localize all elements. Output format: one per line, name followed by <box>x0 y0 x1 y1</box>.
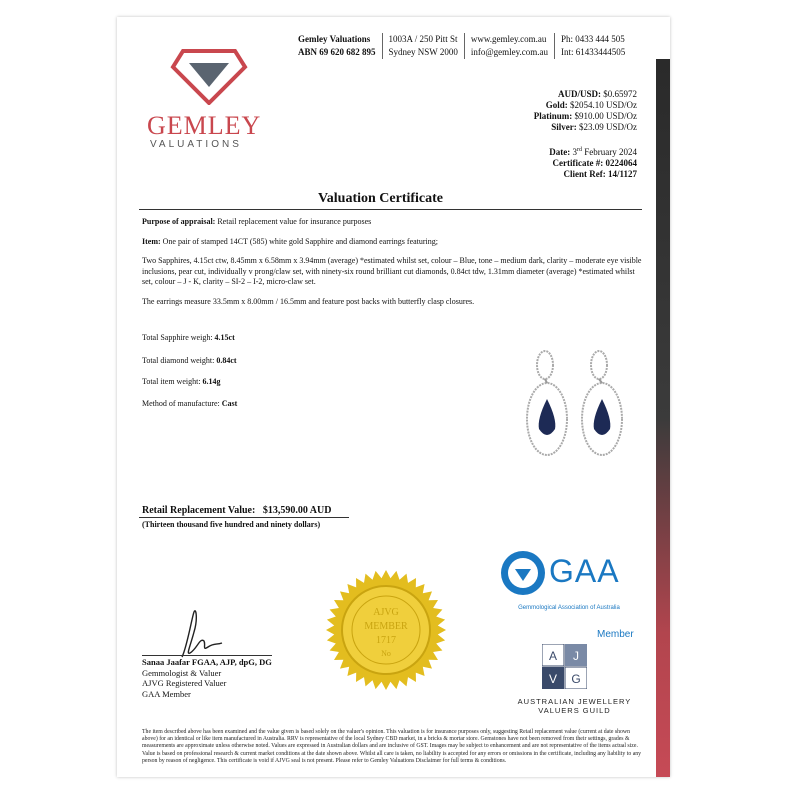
gemley-logo <box>147 45 267 150</box>
ajvg-gold-seal <box>325 569 447 691</box>
spec-manufacture: Method of manufacture: Cast <box>142 399 238 408</box>
metal-rates <box>534 89 637 133</box>
website-link[interactable]: www.gemley.com.au <box>470 34 547 44</box>
gaa-wordmark: GAA <box>549 553 620 589</box>
item-text: One pair of stamped 14CT (585) white gold Sapphire and diamond earrings featuring; <box>160 236 438 246</box>
ajvg-logo-icon <box>542 644 587 689</box>
signatory-role3: GAA Member <box>142 688 191 699</box>
svg-text:V: V <box>548 672 558 686</box>
spec-weight: Total item weight: 6.14g <box>142 377 221 386</box>
purpose-text: Retail replacement value for insurance purposes <box>215 217 372 226</box>
seal-line2: MEMBER <box>364 621 408 632</box>
company-name: Gemley Valuations <box>298 34 371 44</box>
contact-details <box>292 33 631 59</box>
purpose-label: Purpose of appraisal: <box>142 217 216 226</box>
client-label: Client Ref: <box>563 169 606 179</box>
signatory <box>142 657 272 699</box>
logo-subtitle: VALUATIONS <box>150 139 242 150</box>
platinum-label: Platinum: <box>533 111 573 121</box>
ajvg-name: AUSTRALIAN JEWELLERY VALUERS GUILD <box>517 697 632 715</box>
aud-usd-value: $0.65972 <box>603 89 637 99</box>
gold-label: Gold: <box>545 100 568 110</box>
gaa-emblem-icon <box>499 549 547 597</box>
abn: ABN 69 620 682 895 <box>298 47 376 57</box>
member-label: Member <box>597 629 634 640</box>
gold-value: $2054.10 USD/Oz <box>570 100 637 110</box>
signatory-name: Sanaa Jaafar FGAA, AJP, dpG, DG <box>142 657 272 667</box>
value-underline <box>139 517 349 518</box>
intl-phone: Int: 61433444505 <box>561 47 626 57</box>
cert-number: 0224064 <box>605 158 637 168</box>
phone: Ph: 0433 444 505 <box>561 34 625 44</box>
decorative-side-bar <box>656 59 670 777</box>
earrings-photo <box>507 337 637 487</box>
item-label: Item: <box>142 236 161 246</box>
seal-line4: No <box>381 649 391 658</box>
retail-value <box>142 505 331 516</box>
client-ref: 14/1127 <box>607 169 637 179</box>
date-suffix: rd <box>577 147 582 153</box>
value-amount: $13,590.00 AUD <box>262 505 332 516</box>
disclaimer-text: The item described above has been examined and the value given is based solely on the valuer's opinion. This valuation is for insurance purposes only, suggesting Retail replacement value (current at date shown above) for an identical or like item manufactured in Australia. RRV is representative of the local Sydney CBD market, in a bricks & mortar store. Gemstones have not been removed from their settings, grades & measurements are approximate unless otherwise noted. Values are expressed in Australian dollars and are inclusive of GST. Images may be subject to enhancement and are not representative of the items actual size. Value is based on professional research & current market conditions at the date shown above. Whilst all care is taken, no liability is accepted for any errors or omissions in the certificate, including any liability to any person by reason of negligence. This certificate is void if AJVG seal is not present. Please refer to Gemley Valuations Disclaimer for full terms & conditions. <box>142 729 642 764</box>
address-line1: 1003A / 250 Pitt St <box>388 34 458 44</box>
platinum-value: $910.00 USD/Oz <box>574 111 637 121</box>
value-in-words: (Thirteen thousand five hundred and ninety dollars) <box>142 520 321 529</box>
measure-text: The earrings measure 33.5mm x 8.00mm / 16.5mm and feature post backs with butterfly clasp closures. <box>142 296 475 306</box>
certificate-meta <box>549 145 637 180</box>
diamond-icon <box>169 45 249 105</box>
cert-label: Certificate #: <box>552 158 604 168</box>
aud-usd-label: AUD/USD: <box>557 89 601 99</box>
signatory-role1: Gemmologist & Valuer <box>142 667 222 678</box>
silver-label: Silver: <box>551 122 577 132</box>
logo-wordmark: GEMLEY <box>147 111 262 140</box>
item-description <box>142 217 642 316</box>
seal-line3: 1717 <box>376 635 396 646</box>
svg-text:G: G <box>571 672 581 686</box>
seal-line1: AJVG <box>373 607 399 618</box>
spec-sapphire: Total Sapphire weigh: 4.15ct <box>142 333 235 342</box>
svg-text:A: A <box>548 649 558 663</box>
email-link[interactable]: info@gemley.com.au <box>470 47 549 57</box>
value-label: Retail Replacement Value: <box>142 505 256 516</box>
spec-diamond: Total diamond weight: 0.84ct <box>142 356 237 365</box>
silver-value: $23.09 USD/Oz <box>579 122 637 132</box>
date-rest: February 2024 <box>582 147 637 157</box>
title-divider <box>139 209 642 210</box>
description-text: Two Sapphires, 4.15ct ctw, 8.45mm x 6.58mm x 3.94mm (average) *estimated whilst set, colour – Blue, tone – medium dark, clarity – moderate eye visible inclusions, pear cut, individually v prong/claw set, with ninety-six round brilliant cut diamonds, 0.84ct tdw, 1.31mm diameter (average) *estimated whilst set, colour – J - K, clarity – SI-2 – I-2, micro-claw set. <box>142 256 642 286</box>
address-line2: Sydney NSW 2000 <box>388 47 458 57</box>
signature-line <box>142 655 272 656</box>
certificate-page <box>117 17 670 777</box>
signatory-role2: AJVG Registered Valuer <box>142 678 227 688</box>
date-day: 3 <box>572 147 577 157</box>
page-title: Valuation Certificate <box>317 191 444 206</box>
gaa-fullname: Gemmological Association of Australia <box>518 605 620 611</box>
svg-text:J: J <box>573 649 579 663</box>
date-label: Date: <box>549 147 571 157</box>
